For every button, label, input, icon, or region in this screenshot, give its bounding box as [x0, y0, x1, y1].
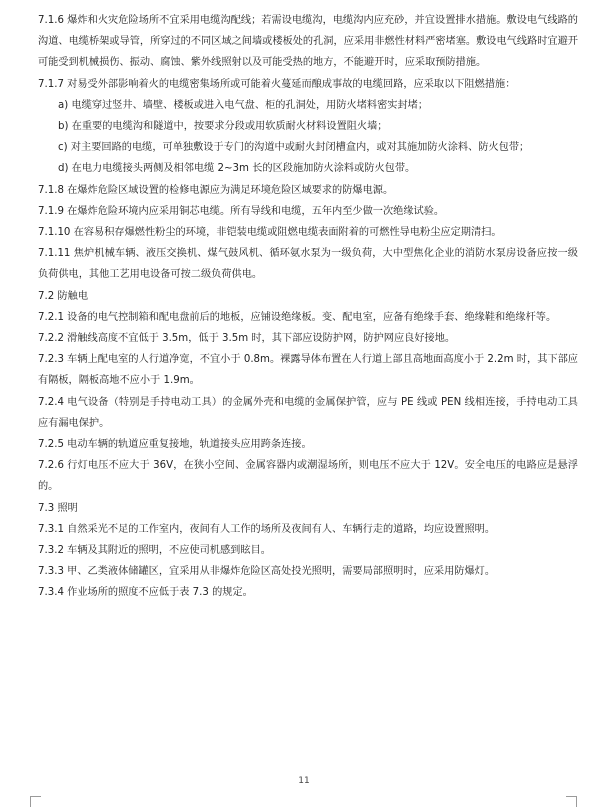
clause-paragraph: 7.3.1 自然采光不足的工作室内，夜间有人工作的场所及夜间有人、车辆行走的道路，均应设置照明。	[38, 523, 496, 535]
list-item: a) 电缆穿过竖井、墙壁、楼板或进入电气盘、柜的孔洞处，用防火堵料密实封堵；	[58, 99, 429, 111]
clause-paragraph: 7.1.10 在容易积存爆燃性粉尘的环境，非铠装电缆或阻燃电缆表面附着的可燃性导电粉尘应定期清扫。	[38, 227, 502, 239]
clause-paragraph: 7.2.1 设备的电气控制箱和配电盘前后的地板，应铺设绝缘板。变、配电室，应备有绝缘手套、绝缘鞋和绝缘杆等。	[38, 311, 557, 323]
clause-paragraph: 7.3.3 甲、乙类液体储罐区，宜采用从非爆炸危险区高处投光照明，需要局部照明时，应采用防爆灯。	[38, 566, 496, 578]
list-item: d) 在电力电缆接头两侧及相邻电缆 2~3m 长的区段施加防火涂料或防火包带。	[58, 163, 416, 175]
clause-paragraph: 7.1.6 爆炸和火灾危险场所不宜采用电缆沟配线；若需设电缆沟，电缆沟内应充砂，并宜设置排水措施。敷设电气线路的沟道、电缆桥架或导管，所穿过的不同区域之间墙或楼板处的孔洞，应采用非燃性材料严密堵塞。敷设电气线路时宜避开可能受到机械损伤、振动、腐蚀、紫外线照射以及可能受热的地方，不能避开时，应采取预防措施。	[38, 15, 578, 69]
section-heading: 7.3 照明	[38, 502, 78, 514]
section-heading: 7.2 防触电	[38, 290, 89, 302]
clause-paragraph: 7.3.4 作业场所的照度不应低于表 7.3 的规定。	[38, 587, 253, 599]
list-item: b) 在重要的电缆沟和隧道中，按要求分段或用软质耐火材料设置阻火墙；	[58, 121, 388, 133]
clause-paragraph: 7.2.3 车辆上配电室的人行道净宽，不宜小于 0.8m。裸露导体布置在人行道上部且高地面高度小于 2.2m 时，其下部应有隔板，隔板高地不应小于 1.9m。	[38, 354, 578, 387]
clause-paragraph: 7.1.9 在爆炸危险环境内应采用铜芯电缆。所有导线和电缆，五年内至少做一次绝缘试验。	[38, 205, 445, 217]
clause-paragraph: 7.2.2 滑触线高度不宜低于 3.5m，低于 3.5m 时，其下部应设防护网，防护网应良好接地。	[38, 333, 456, 345]
list-item: c) 对主要回路的电缆，可单独敷设于专门的沟道中或耐火封闭槽盒内，或对其施加防火涂料、防火包带；	[58, 142, 530, 154]
document-body	[38, 10, 578, 604]
crop-mark-bottom-right	[566, 796, 577, 807]
clause-paragraph: 7.1.7 对易受外部影响着火的电缆密集场所或可能着火蔓延而酿成事故的电缆回路，应采取以下阻燃措施：	[38, 78, 516, 90]
clause-paragraph: 7.1.11 焦炉机械车辆、液压交换机、煤气鼓风机、循环氨水泵为一级负荷，大中型焦化企业的消防水泵房设备应按一级负荷供电，其他工艺用电设备可按二级负荷供电。	[38, 248, 578, 281]
clause-paragraph: 7.2.6 行灯电压不应大于 36V，在狭小空间、金属容器内或潮湿场所，则电压不应大于 12V。安全电压的电路应是悬浮的。	[38, 460, 578, 493]
page-number: 11	[298, 776, 310, 786]
clause-paragraph: 7.3.2 车辆及其附近的照明，不应使司机感到眩目。	[38, 545, 271, 557]
clause-paragraph: 7.2.4 电气设备（特别是手持电动工具）的金属外壳和电缆的金属保护管，应与 PE 线或 PEN 线相连接，手持电动工具应有漏电保护。	[38, 396, 578, 429]
crop-mark-bottom-left	[30, 796, 41, 807]
clause-paragraph: 7.2.5 电动车辆的轨道应重复接地，轨道接头应用跨条连接。	[38, 439, 312, 451]
clause-paragraph: 7.1.8 在爆炸危险区域设置的检修电源应为满足环境危险区域要求的防爆电源。	[38, 184, 394, 196]
